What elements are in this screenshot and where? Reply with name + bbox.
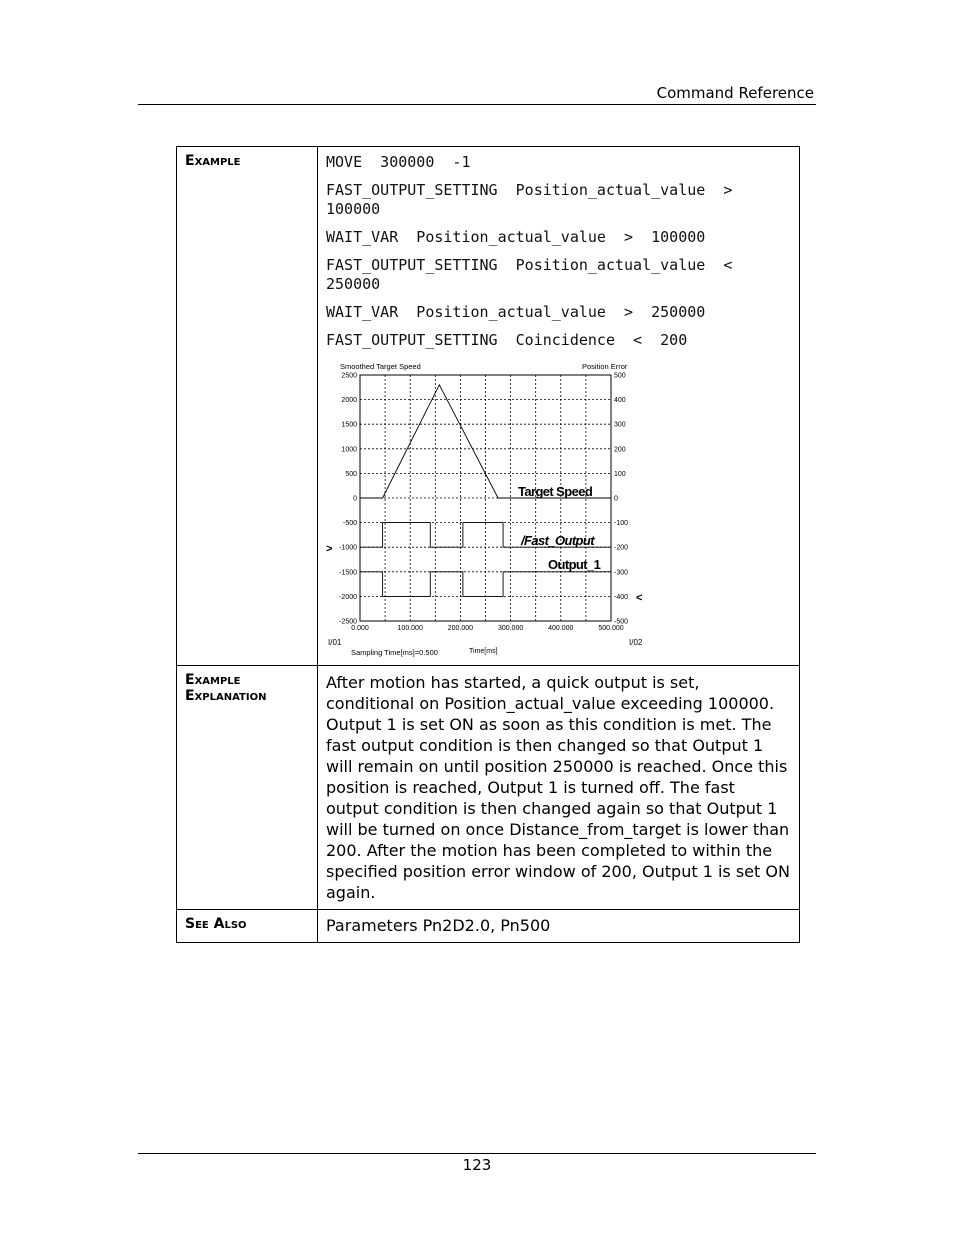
y-tick-label-left: -2000: [339, 593, 357, 601]
series-label-target-speed: Target Speed: [518, 484, 593, 499]
y-tick-label-right: -300: [614, 569, 629, 577]
right-axis-marker: I/02: [629, 638, 643, 647]
y-tick-label-right: 500: [614, 372, 626, 380]
series-label-output-1: Output_1: [548, 557, 601, 572]
running-header: Command Reference: [656, 84, 814, 102]
y-tick-label-right: -100: [614, 520, 629, 528]
explanation-label: [177, 666, 318, 910]
see-also-label: [177, 910, 318, 943]
x-tick-label: 300.000: [497, 625, 524, 632]
code-line: FAST_OUTPUT_SETTING Coincidence < 200: [326, 331, 688, 349]
right-axis-title: Position Error: [582, 362, 628, 371]
code-line: FAST_OUTPUT_SETTING Position_actual_value > 100000: [326, 181, 733, 218]
left-axis-marker: I/01: [328, 638, 342, 647]
command-reference-table: [176, 146, 800, 943]
y-tick-label-left: -1000: [339, 544, 357, 552]
x-tick-label: 200.000: [447, 625, 474, 632]
x-tick-label: 100.000: [397, 625, 423, 632]
header-rule: [138, 104, 816, 105]
code-line: MOVE 300000 -1: [326, 153, 471, 171]
code-line: WAIT_VAR Position_actual_value > 250000: [326, 303, 706, 321]
y-tick-label-left: 500: [345, 470, 357, 478]
explanation-row: [177, 666, 800, 910]
page-number: 123: [462, 1156, 492, 1174]
y-tick-label-right: -400: [614, 593, 629, 601]
x-tick-label: 400.000: [548, 625, 574, 632]
see-also-label-text: See Also: [185, 916, 247, 932]
x-tick-label: 0.000: [351, 625, 369, 632]
y-tick-label-left: 2000: [341, 397, 357, 405]
see-also-text: Parameters Pn2D2.0, Pn500: [318, 910, 800, 943]
y-tick-label-right: 300: [614, 421, 626, 429]
y-tick-label-right: 0: [614, 495, 618, 503]
explanation-text: After motion has started, a quick output is set, conditional on Position_actual_value exceeding 100000. Output 1 is set ON as soon as this condition is met. The fast output condition is then changed so that Output 1 will remain on until position 250000 is reached. Once this position is reached, Output 1 is turned off. The fast output condition is then changed again so that Output 1 will be turned on once Distance_from_target is lower than 200. After the motion has been completed to within the specified position error window of 200, Output 1 is set ON again.: [318, 666, 800, 910]
example-row: [177, 147, 800, 666]
example-content: [318, 147, 800, 666]
y-tick-label-left: -500: [342, 520, 357, 528]
example-label-text: Example: [185, 153, 241, 169]
series-label-fast-output: /Fast_Output: [521, 533, 594, 548]
y-tick-label-right: -500: [614, 618, 629, 626]
y-tick-label-left: -1500: [339, 569, 357, 577]
example-label: [177, 147, 318, 666]
right-cursor-arrow: <: [636, 592, 643, 604]
y-tick-label-left: 1500: [341, 421, 357, 429]
explanation-label-line1: Example: [185, 672, 241, 688]
trace-chart: [326, 359, 666, 659]
y-tick-label-left: 2500: [341, 372, 357, 380]
x-tick-label: 500.000: [598, 625, 624, 632]
series-target-speed: [360, 385, 611, 498]
y-tick-label-right: -200: [614, 544, 629, 552]
left-axis-title: Smoothed Target Speed: [340, 362, 421, 371]
sampling-time-label: Sampling Time[ms]=0.500: [351, 648, 438, 657]
y-tick-label-left: 1000: [341, 446, 357, 454]
y-tick-label-left: -2500: [339, 618, 357, 626]
x-axis-label: Time[ms]: [469, 648, 498, 655]
y-tick-label-right: 100: [614, 470, 626, 478]
see-also-row: [177, 910, 800, 943]
code-line: WAIT_VAR Position_actual_value > 100000: [326, 228, 706, 246]
footer-rule: [138, 1153, 816, 1154]
code-line: FAST_OUTPUT_SETTING Position_actual_value < 250000: [326, 256, 733, 293]
y-tick-label-right: 400: [614, 397, 626, 405]
y-tick-label-left: 0: [353, 495, 357, 503]
explanation-label-line2: Explanation: [185, 688, 267, 704]
left-cursor-arrow: >: [326, 543, 333, 555]
y-tick-label-right: 200: [614, 446, 626, 454]
